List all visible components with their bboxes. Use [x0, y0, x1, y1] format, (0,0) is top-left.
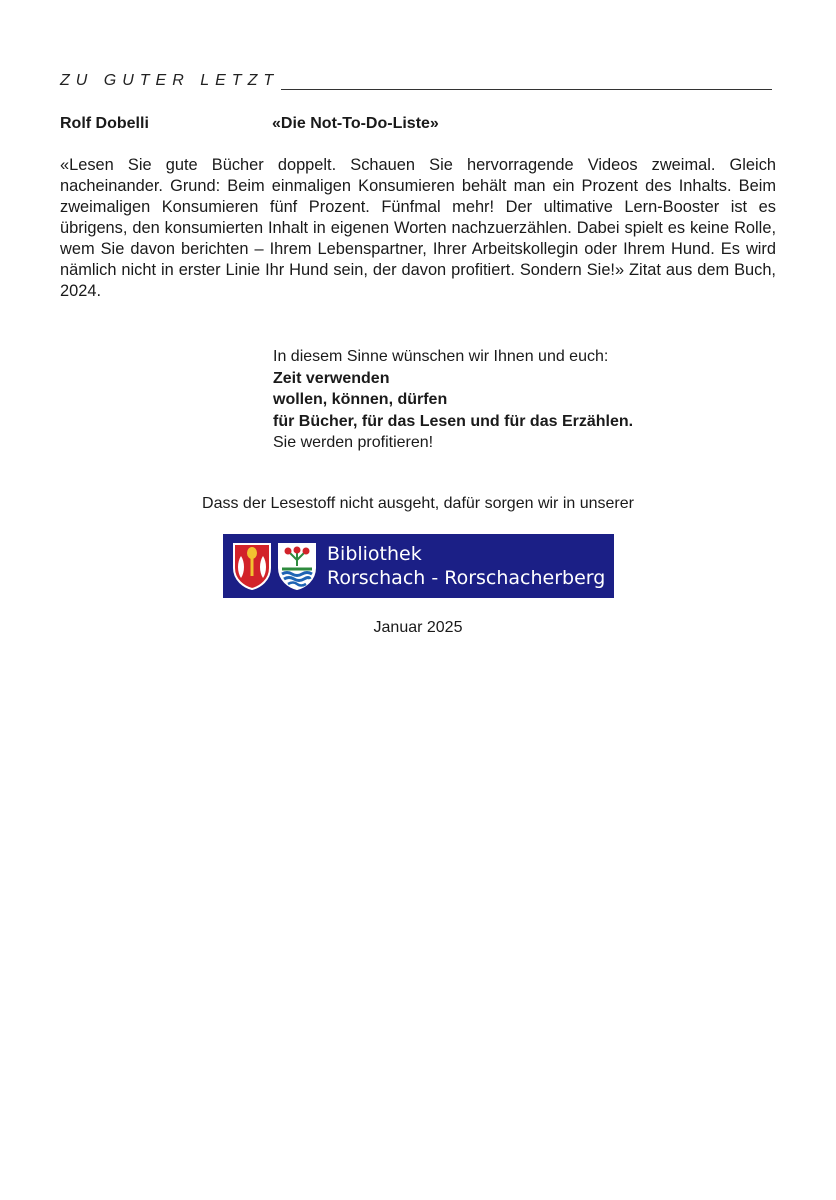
wish-block	[273, 346, 793, 454]
book-title: «Die Not-To-Do-Liste»	[272, 115, 439, 132]
supply-text: Dass der Lesestoff nicht ausgeht, dafür sorgen wir in unserer	[202, 495, 634, 512]
section-heading-label: ZU GUTER LETZT	[60, 72, 280, 89]
rorschacherberg-crest-icon	[277, 542, 317, 590]
section-heading	[60, 72, 772, 90]
heading-rule	[281, 75, 772, 90]
rorschach-crest-icon	[232, 542, 272, 590]
crests	[232, 542, 317, 590]
logo-text	[327, 542, 605, 590]
author-name: Rolf Dobelli	[60, 115, 149, 132]
library-logo	[223, 534, 614, 598]
logo-line-1: Bibliothek	[327, 543, 422, 565]
wish-line-3: für Bücher, für das Lesen und für das Erzählen.	[273, 412, 634, 430]
wish-line-2: wollen, können, dürfen	[273, 391, 448, 408]
wish-closing: Sie werden profitieren!	[273, 434, 434, 451]
logo-line-2: Rorschach - Rorschacherberg	[327, 567, 606, 589]
date-label: Januar 2025	[373, 619, 463, 636]
quote-paragraph: «Lesen Sie gute Bücher doppelt. Schauen Sie hervorragende Videos zweimal. Gleich nacheinander. Grund: Beim einmaligen Konsumieren behält man ein Prozent des Inhalts. Beim zweimaligen Konsumieren fünf Prozent. Fünfmal mehr! Der ultimative Lern-Booster ist es übrigens, den konsumierten Inhalt in eigenen Worten nachzuerzählen. Dabei spielt es keine Rolle, wem Sie davon berichten – Ihrem Lebenspartner, Ihrer Arbeitskollegin oder Ihrem Hund. Es wird nämlich nicht in erster Linie Ihr Hund sein, der davon profitiert. Sondern Sie!» Zitat aus dem Buch, 2024.	[60, 156, 776, 300]
wish-line-1: Zeit verwenden	[273, 369, 390, 387]
wish-intro: In diesem Sinne wünschen wir Ihnen und euch:	[273, 348, 609, 365]
